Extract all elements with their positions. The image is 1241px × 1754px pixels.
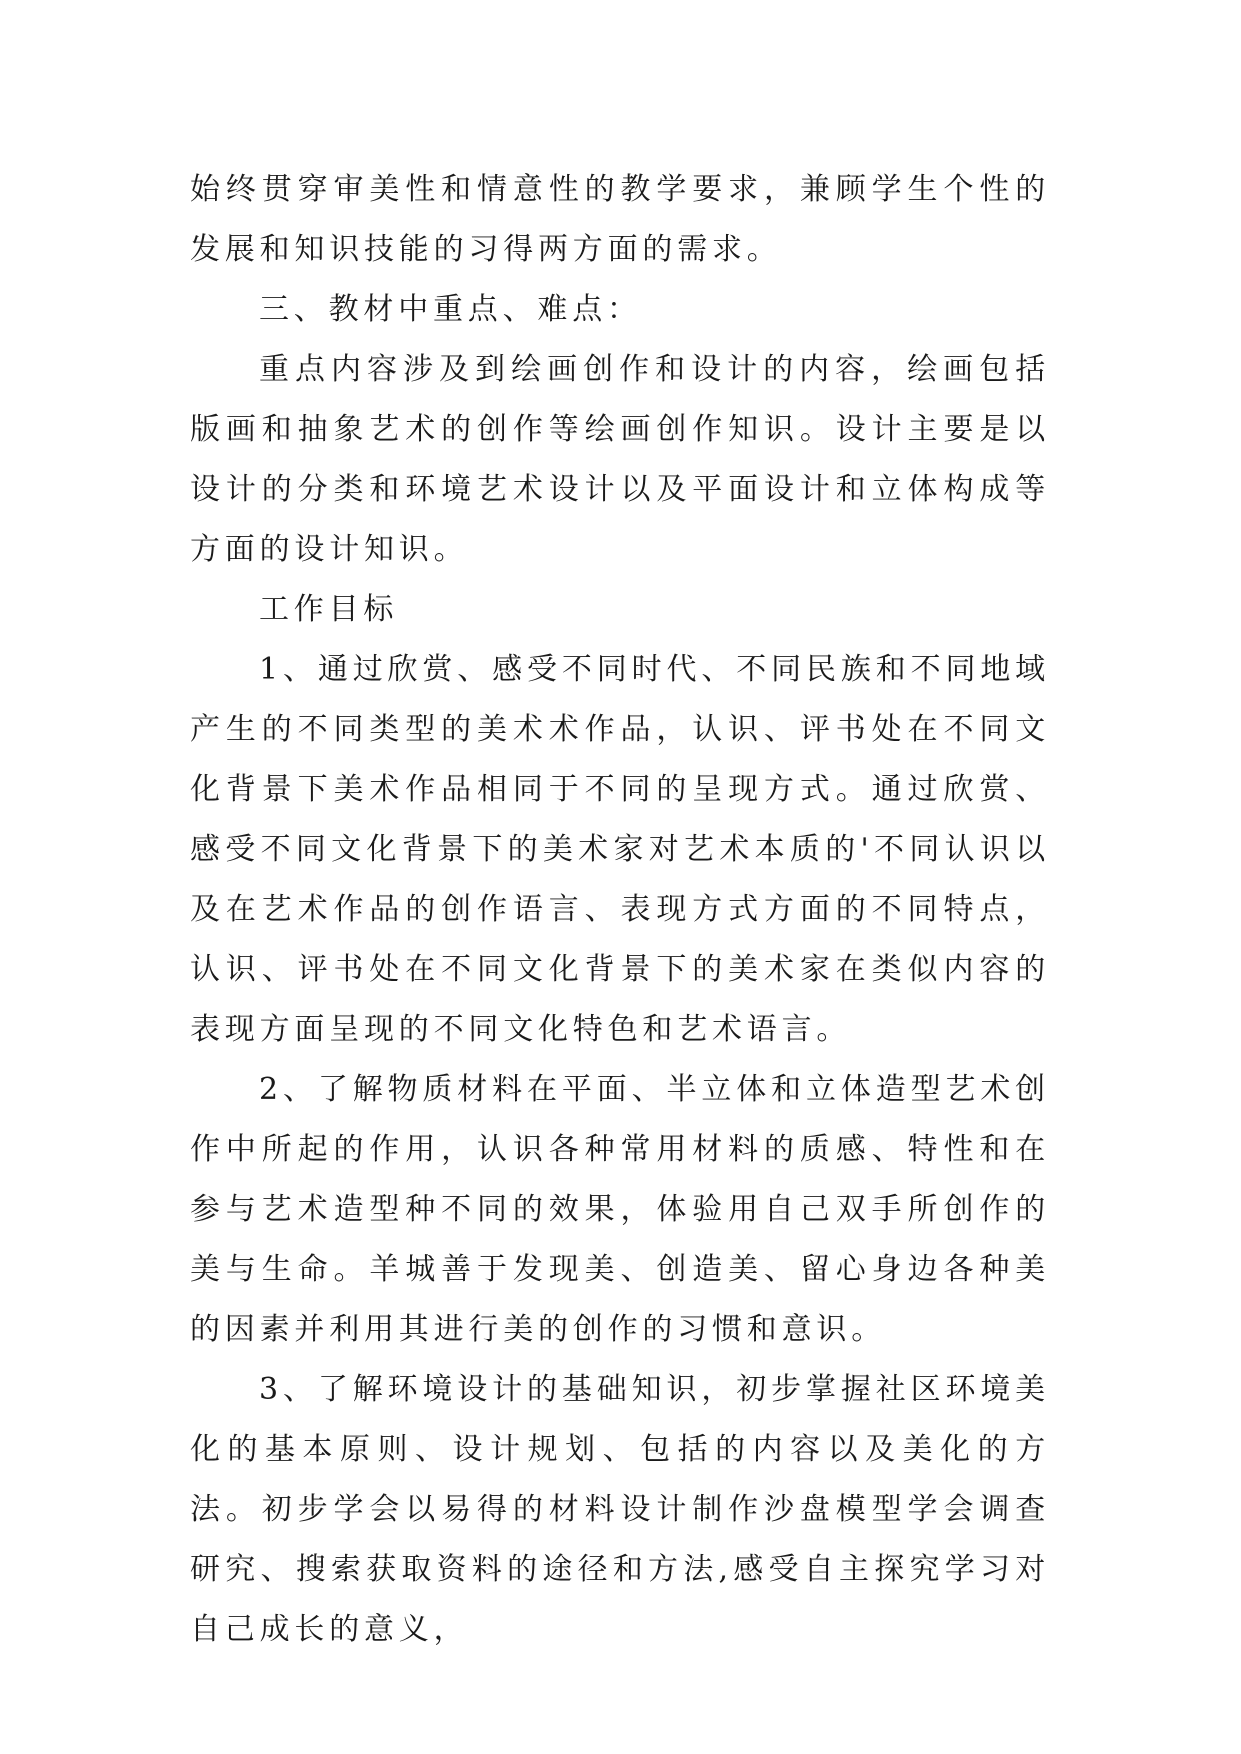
paragraph-key-content: 重点内容涉及到绘画创作和设计的内容，绘画包括版画和抽象艺术的创作等绘画创作知识。设计主要是以设计的分类和环境艺术设计以及平面设计和立体构成等方面的设计知识。 (190, 352, 1050, 567)
paragraph-goal-1: 1、通过欣赏、感受不同时代、不同民族和不同地域产生的不同类型的美术术作品，认识、评书处在不同文化背景下美术作品相同于不同的呈现方式。通过欣赏、感受不同文化背景下的美术家对艺术本质的'不同认识以及在艺术作品的创作语言、表现方式方面的不同特点，认识、评书处在不同文化背景下的美术家在类似内容的表现方面呈现的不同文化特色和艺术语言。 (190, 652, 1050, 1047)
section-heading-key-points: 三、教材中重点、难点： (259, 292, 642, 327)
section-heading-work-goals: 工作目标 (259, 592, 399, 627)
document-body (190, 160, 1050, 1660)
paragraph-goal-2: 2、了解物质材料在平面、半立体和立体造型艺术创作中所起的作用，认识各种常用材料的质感、特性和在参与艺术造型种不同的效果，体验用自己双手所创作的美与生命。羊城善于发现美、创造美、留心身边各种美的因素并利用其进行美的创作的习惯和意识。 (190, 1072, 1050, 1347)
paragraph-intro: 始终贯穿审美性和情意性的教学要求，兼顾学生个性的发展和知识技能的习得两方面的需求。 (190, 172, 1050, 267)
paragraph-goal-3: 3、了解环境设计的基础知识，初步掌握社区环境美化的基本原则、设计规划、包括的内容以及美化的方法。初步学会以易得的材料设计制作沙盘模型学会调查研究、搜索获取资料的途径和方法,感受自主探究学习对自己成长的意义， (190, 1372, 1050, 1647)
